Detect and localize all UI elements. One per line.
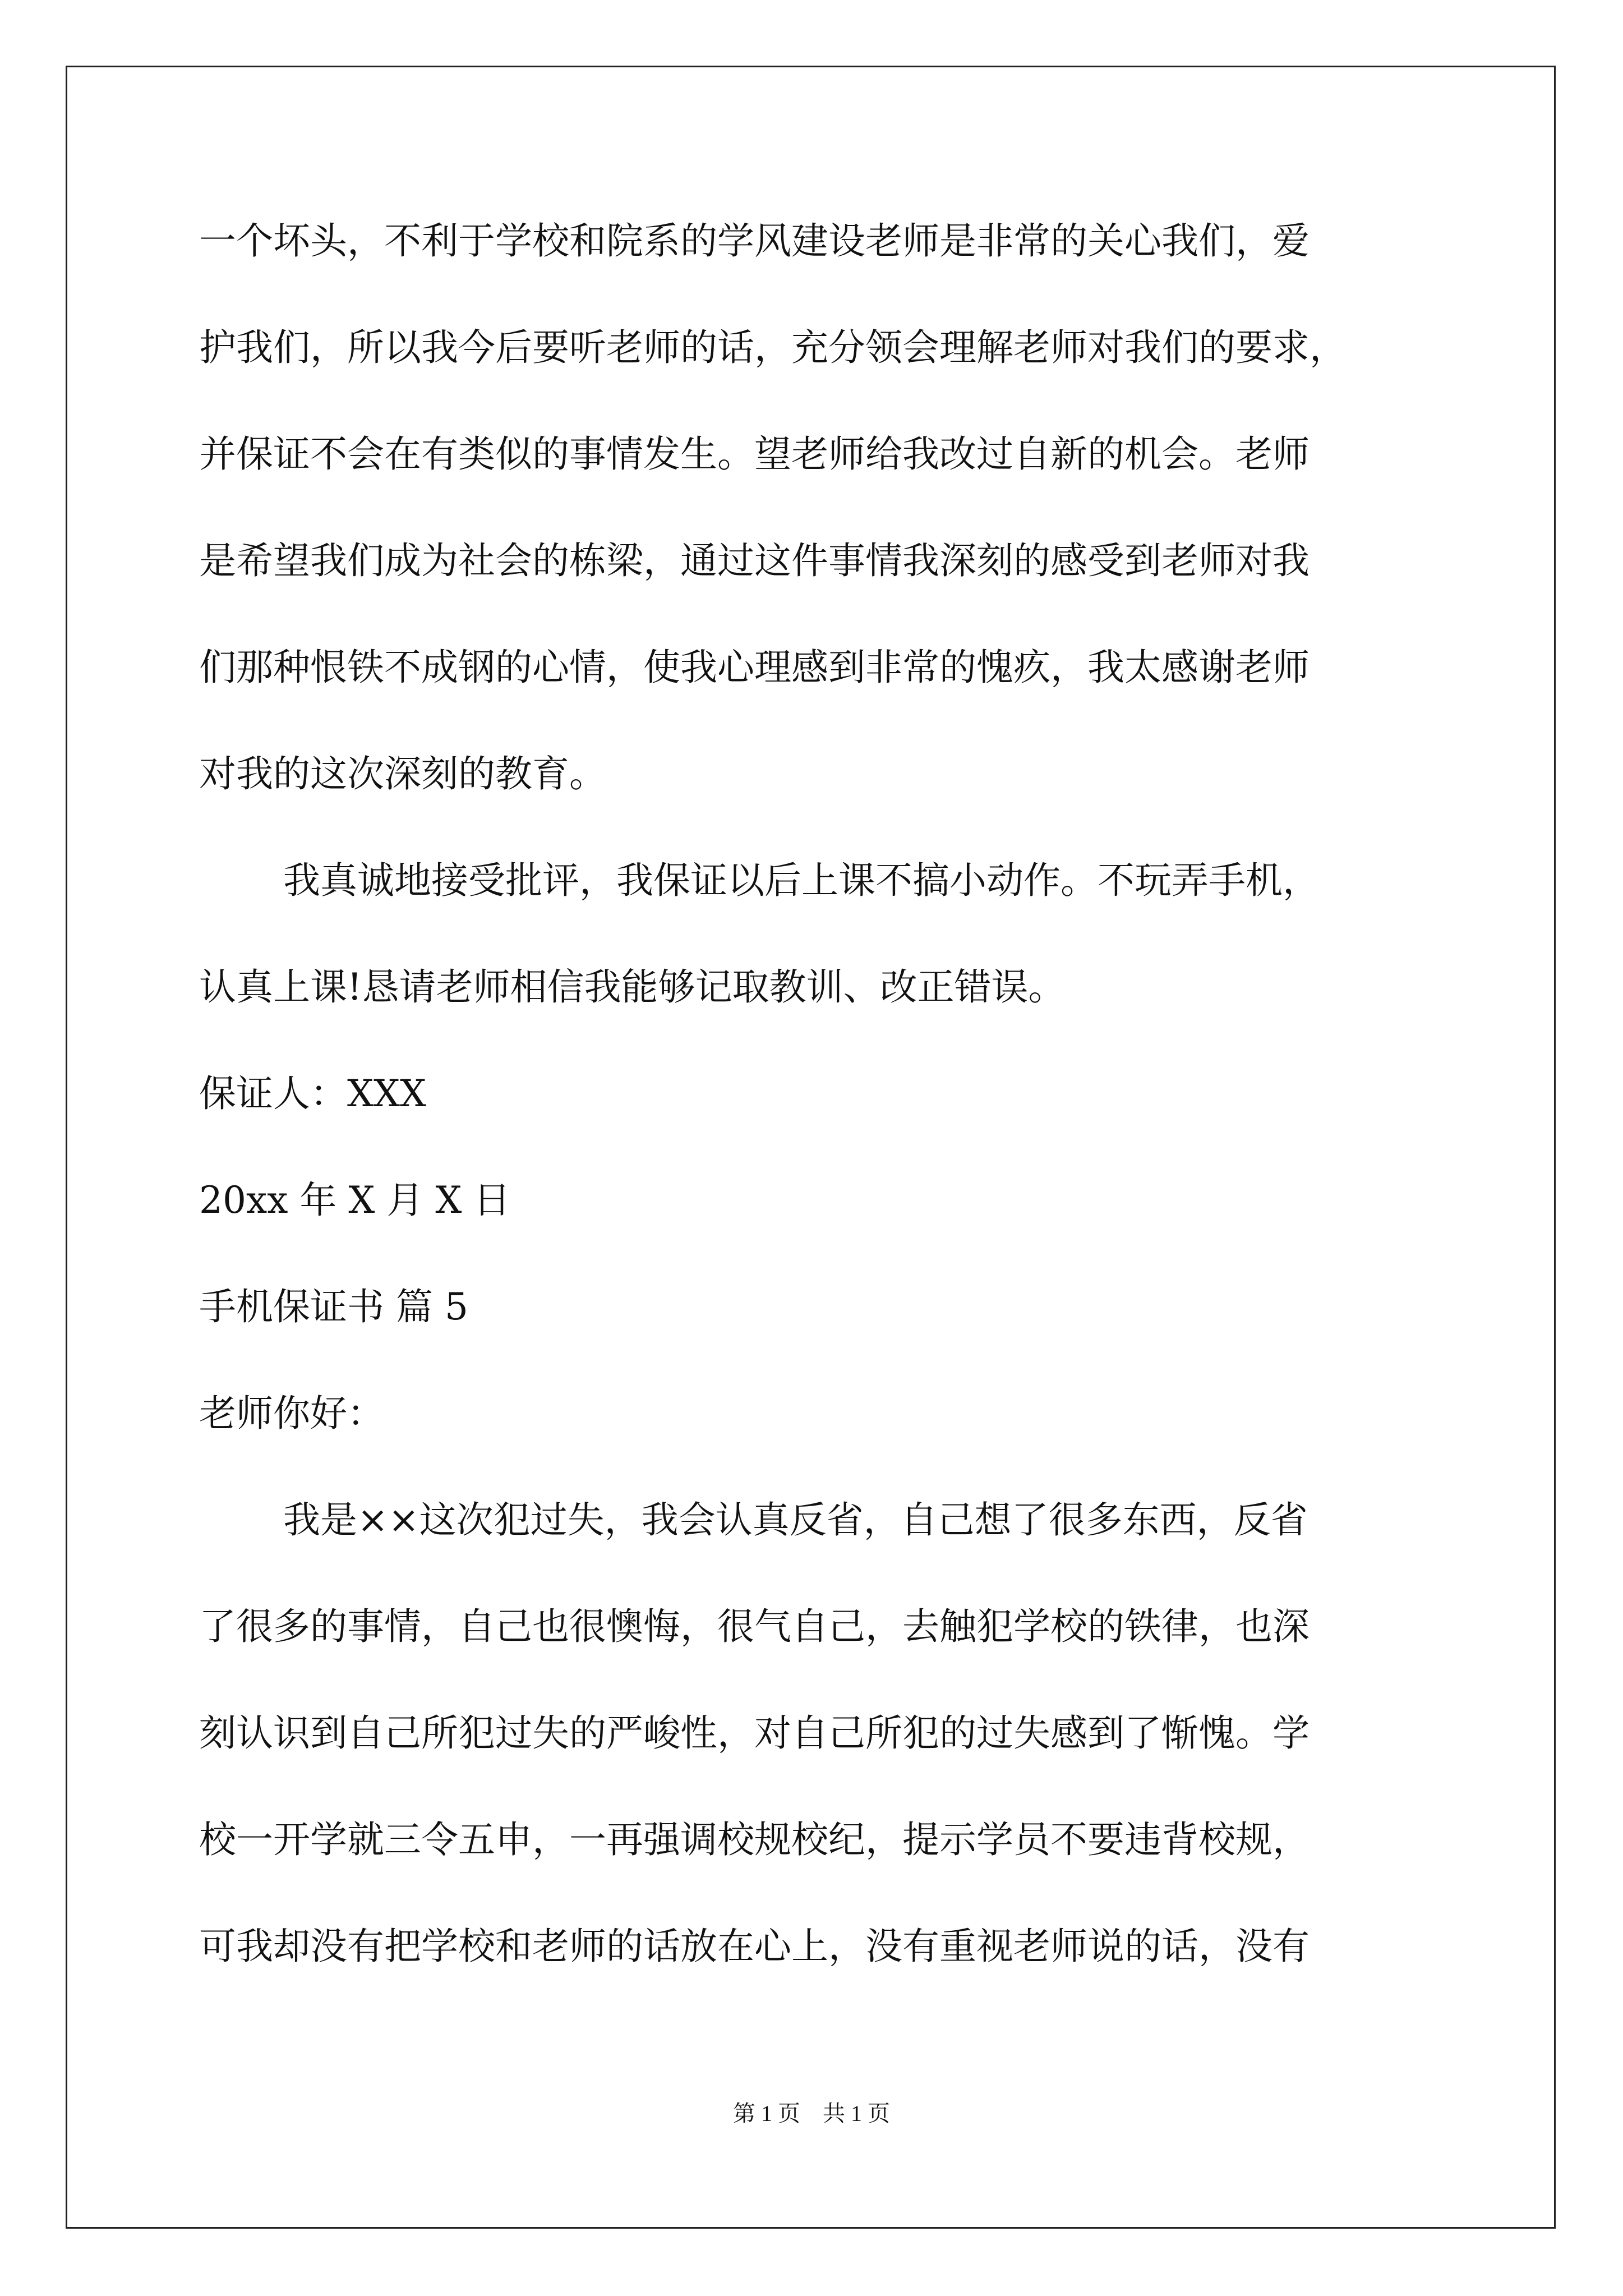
text-line: 刻认识到自己所犯过失的严峻性，对自己所犯的过失感到了惭愧。学 — [199, 1711, 1310, 1755]
text-line: 认真上课!恳请老师相信我能够记取教训、改正错误。 — [199, 965, 1066, 1009]
page-footer: 第 1 页 共 1 页 — [733, 2101, 890, 2126]
text-line: 并保证不会在有类似的事情发生。望老师给我改过自新的机会。老师 — [199, 432, 1310, 476]
text-line: 对我的这次深刻的教育。 — [199, 752, 606, 795]
text-line: 们那种恨铁不成钢的心情，使我心理感到非常的愧疚，我太感谢老师 — [199, 646, 1310, 689]
text-line: 是希望我们成为社会的栋梁，通过这件事情我深刻的感受到老师对我 — [199, 539, 1310, 582]
text-line: 护我们，所以我今后要听老师的话，充分领会理解老师对我们的要求， — [199, 326, 1347, 369]
page-border — [66, 66, 1556, 2229]
text-line: 我真诚地接受批评，我保证以后上课不搞小动作。不玩弄手机， — [283, 859, 1320, 902]
text-line: 校一开学就三令五申，一再强调校规校纪，提示学员不要违背校规， — [199, 1818, 1310, 1861]
text-line: 一个坏头，不利于学校和院系的学风建设老师是非常的关心我们，爱 — [199, 219, 1310, 263]
text-line: 我是××这次犯过失，我会认真反省，自己想了很多东西，反省 — [283, 1498, 1308, 1542]
text-line: 可我却没有把学校和老师的话放在心上，没有重视老师说的话，没有 — [199, 1925, 1310, 1968]
text-line: 了很多的事情，自己也很懊悔，很气自己，去触犯学校的铁律，也深 — [199, 1605, 1310, 1648]
signer-line: 保证人：XXX — [199, 1072, 426, 1115]
section-heading: 手机保证书 篇 5 — [199, 1285, 468, 1328]
date-line: 20xx 年 X 月 X 日 — [199, 1179, 511, 1222]
salutation: 老师你好： — [199, 1392, 384, 1435]
